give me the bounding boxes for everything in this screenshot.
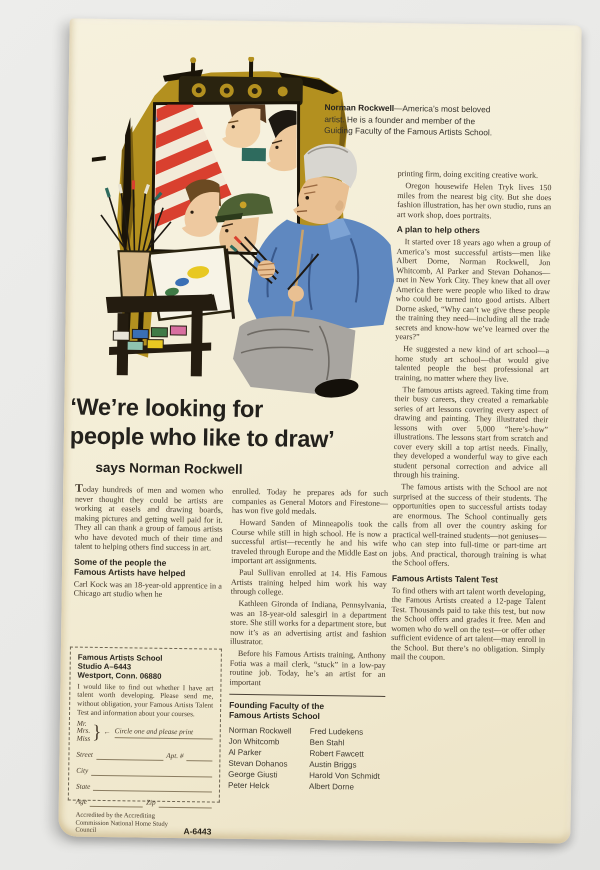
- age-blank-line: [90, 799, 143, 808]
- coupon-body-text: I would like to find out whether I have art talent worth developing. Please send me, without obligation, your Famous Artists Talent Test and information about your courses.: [76, 682, 214, 719]
- apt-label: Apt. #: [166, 751, 184, 761]
- body-paragraph: Kathleen Gironda of Indiana, Pennsylvania, was an 18-year-old salesgirl in a department store. She still works for a department store, but now it’s as an advertising artist and fashion illustrator.: [229, 598, 387, 647]
- body-paragraph: Howard Sanden of Minneapolis took the Course while still in high school. He is now a successful artist—recently he and his wife traveled through Europe and the Middle East on important art assignments.: [231, 517, 388, 566]
- headline-line1: ‘We’re looking for: [70, 393, 264, 423]
- faculty-name: Harold Von Schmidt: [309, 770, 380, 781]
- body-paragraph: It started over 18 years ago when a group of America’s most successful artists—men like Albert Dorne, Norman Rockwell, Jon Whitcomb, Al Parker and Stevan Dohanos—met in New York City. They knew that all over America there were people who liked to draw who could be turned into good artists. Albert Dorne asked, “Why can’t we give these people the training they need—including all the trade secrets and know-how we’ve learned over the years?”: [395, 237, 551, 342]
- body-paragraph: Before his Famous Artists training, Anthony Fotia was a mail clerk, “stuck” in a low-pay routine job. Today, he’s an artist for an important: [229, 648, 386, 687]
- age-label: Age: [75, 798, 88, 807]
- body-paragraph: Paul Sullivan enrolled at 14. His Famous Artists training helped him work his way through college.: [230, 567, 388, 597]
- faculty-heading: Founding Faculty of the Famous Artists School: [228, 699, 325, 722]
- street-label: Street: [76, 750, 94, 759]
- faculty-name: Al Parker: [228, 747, 262, 758]
- body-paragraph: printing firm, doing exciting creative work.: [397, 169, 539, 181]
- body-paragraph: enrolled. Today he prepares ads for such companies as General Motors and Firestone—has won five gold medals.: [231, 486, 389, 516]
- salutation-options: [77, 720, 91, 744]
- drop-cap: T: [75, 482, 83, 495]
- body-paragraph: The famous artists with the School are not surprised at the success of their students. The opportunities open to successful artists today are enormous. The School continually gets calls from all over the country asking for practical well-trained students—not geniuses—who can step into full-time or part-time art jobs. And practical, thorough training is what the School offers.: [392, 482, 548, 568]
- body-paragraph: The famous artists agreed. Taking time from their busy careers, they created a remarkable series of art lessons covering every aspect of drawing and painting. They illustrated their lessons with over 5,000 “here’s-how” illustrations. The lessons start from scratch and cover every skill a top artist needs. Finally, they developed a wonderful way to give each student personal correction and advice all through his training.: [393, 384, 549, 480]
- faculty-name: Fred Ludekens: [309, 726, 364, 737]
- state-label: State: [75, 782, 91, 791]
- city-label: City: [76, 766, 89, 775]
- city-field-row: [76, 767, 212, 778]
- body-paragraph: Carl Kock was an 18-year-old apprentice in a Chicago art studio when he: [73, 579, 222, 599]
- city-blank-line: [91, 768, 212, 778]
- section-heading-talent-test: Famous Artists Talent Test: [391, 572, 498, 584]
- mail-in-coupon: [68, 647, 222, 837]
- salutation-mr: Mr.: [76, 719, 87, 728]
- street-field-row: [76, 751, 212, 762]
- middle-column: [228, 487, 388, 793]
- salutation-miss: Miss: [76, 734, 91, 744]
- salutation-mrs: Mrs.: [76, 727, 91, 736]
- headline: [70, 393, 407, 456]
- circle-one-note: Circle one and please print: [115, 727, 213, 739]
- easel-knob-panel: [179, 55, 304, 106]
- faculty-name: Albert Dorne: [308, 781, 355, 792]
- street-blank-line: [96, 752, 163, 761]
- faculty-name: Peter Helck: [227, 780, 270, 791]
- brace-glyph: }: [92, 721, 102, 743]
- coupon-school-name: Famous Artists School: [77, 652, 163, 663]
- zip-label: Zip: [146, 799, 156, 808]
- age-zip-field-row: [76, 798, 212, 809]
- accreditation-text: Accredited by the Accrediting Commission National Home Study Council: [75, 811, 169, 835]
- coupon-code: A-6443: [183, 826, 212, 837]
- coupon-title-row: [77, 720, 213, 745]
- illustration-caption: [324, 102, 496, 139]
- left-column: [73, 482, 224, 603]
- headline-line2: people who like to draw’: [69, 422, 335, 453]
- body-paragraph: [74, 482, 224, 554]
- state-field-row: [76, 782, 212, 793]
- faculty-name: Jon Whitcomb: [228, 736, 280, 747]
- body-paragraph: Oregon housewife Helen Tryk lives 150 miles from the nearest big city. But she does fashion illustration, has her own studio, runs an art work shop, does portraits.: [396, 181, 552, 220]
- caption-name: Norman Rockwell: [324, 102, 395, 114]
- faculty-name: Robert Fawcett: [309, 748, 364, 759]
- faculty-column-1: [228, 725, 304, 792]
- faculty-name: Stevan Dohanos: [228, 758, 288, 769]
- coupon-studio: Studio A–6443: [77, 661, 132, 672]
- apt-blank-line: [186, 753, 212, 761]
- section-heading-plan: A plan to help others: [396, 224, 480, 236]
- coupon-address: Westport, Conn. 06880: [77, 670, 162, 681]
- body-paragraph: To find others with art talent worth developing, the Famous Artists created a 12-page Talent Test. Thousands paid to take this test, but now the School offers and grades it free. Men and women who do well on the test—or offer other sufficient evidence of art talent—may enroll in the School. But there’s no obligation. Simply mail the coupon.: [390, 585, 546, 662]
- right-column: [391, 169, 552, 666]
- section-heading-people-helped: Some of the people the Famous Artists have helped: [73, 556, 186, 578]
- faculty-list: [228, 725, 385, 793]
- caption-text: —America’s most beloved artist. He is a founder and member of the Guiding Faculty of the Famous Artists School.: [324, 103, 493, 138]
- left-arrow-icon: ←: [103, 727, 111, 737]
- faculty-column-2: [309, 726, 385, 793]
- zip-blank-line: [159, 800, 212, 809]
- comic-back-cover-page: [58, 18, 581, 843]
- byline: says Norman Rockwell: [95, 459, 243, 477]
- faculty-name: Austin Briggs: [309, 759, 357, 770]
- body-paragraph: He suggested a new kind of art school—a home study art school—that would give talented people the best professional art training, no matter where they live.: [394, 344, 550, 384]
- faculty-divider: [229, 694, 385, 697]
- faculty-name: Norman Rockwell: [228, 725, 292, 736]
- faculty-name: George Giusti: [228, 769, 278, 780]
- intro-text: oday hundreds of men and women who never thought they could be artists are working at easels and drawing boards, making pictures and getting well paid for it. They all can thank a group of famous artists who have devoted much of their time and talent to helping others find success in art.: [74, 484, 224, 553]
- accreditation-row: [75, 812, 211, 837]
- state-blank-line: [93, 783, 212, 793]
- faculty-name: Ben Stahl: [309, 737, 345, 748]
